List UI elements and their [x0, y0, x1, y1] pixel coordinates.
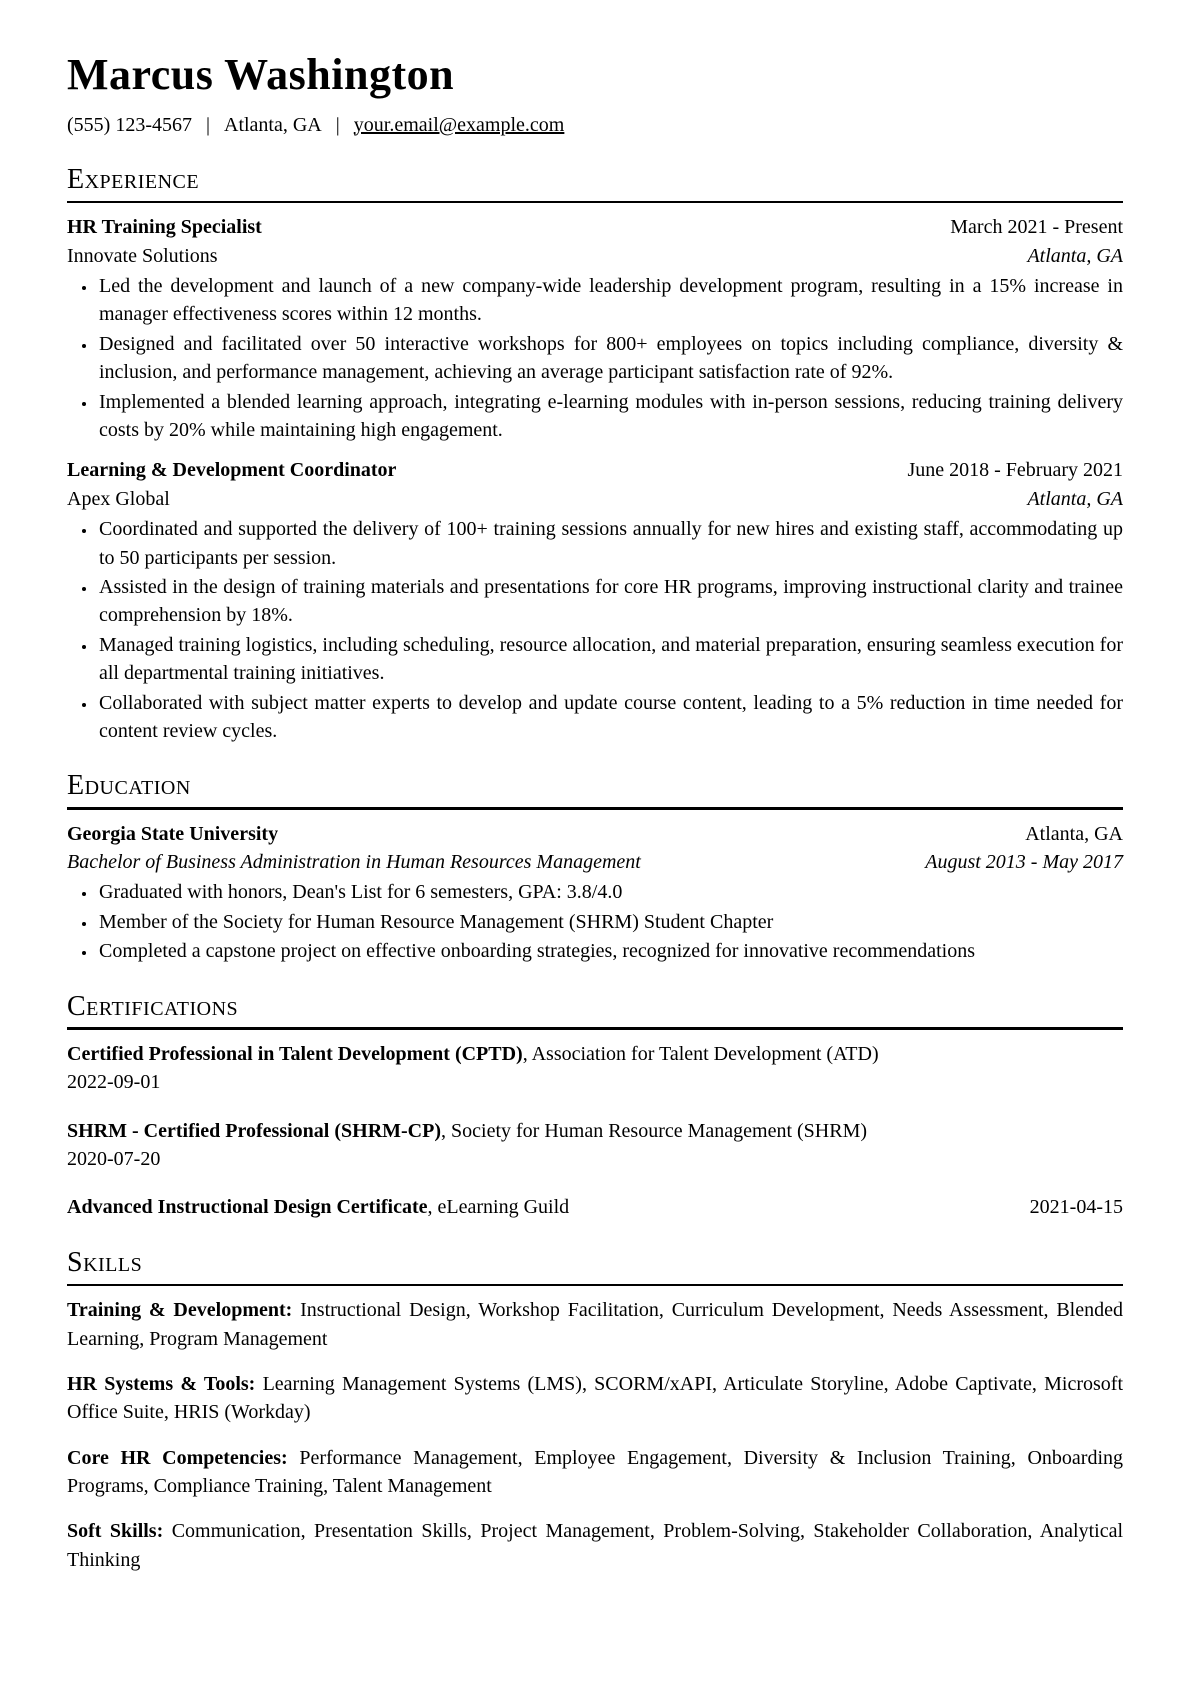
degree: Bachelor of Business Administration in Human Resources Management: [67, 851, 641, 873]
certification-entry: [67, 1040, 1123, 1097]
section-education: [67, 771, 1123, 965]
education-entry: [67, 820, 1123, 966]
skill-category: [67, 1517, 1123, 1574]
certification-date: 2021-04-15: [1029, 1196, 1123, 1219]
certification-name: Certified Professional in Talent Development (CPTD): [67, 1042, 523, 1065]
job-entry: [67, 213, 1123, 444]
job-dates: March 2021 - Present: [950, 216, 1123, 239]
skill-category: [67, 1370, 1123, 1427]
skill-category-items: Instructional Design, Workshop Facilitation, Curriculum Development, Needs Assessment, Blended Learning, Program Management: [67, 1299, 1123, 1350]
skill-category-label: Core HR Competencies:: [67, 1446, 288, 1469]
section-certifications: [67, 992, 1123, 1222]
bullet-item: • Completed a capstone project on effective onboarding strategies, recognized for innovative recommendations: [97, 937, 1123, 965]
certification-name: SHRM - Certified Professional (SHRM-CP): [67, 1119, 442, 1142]
certification-entry: [67, 1193, 1123, 1221]
section-title-education: Education: [67, 770, 191, 802]
email-link[interactable]: your.email@example.com: [353, 113, 565, 136]
contact-location: Atlanta, GA: [224, 113, 322, 136]
bullet-item: • Led the development and launch of a new company-wide leadership development program, resulting in a 15% increase in manager effectiveness scores within 12 months.: [97, 272, 1123, 329]
job-title: Learning & Development Coordinator: [67, 459, 397, 482]
section-title-certifications: Certifications: [67, 990, 239, 1022]
skill-category-label: Soft Skills:: [67, 1520, 164, 1543]
job-title: HR Training Specialist: [67, 216, 262, 239]
bullet-item: • Managed training logistics, including scheduling, resource allocation, and material preparation, ensuring seamless execution for all departmental training initiatives.: [97, 631, 1123, 688]
job-location: Atlanta, GA: [1027, 244, 1123, 267]
bullet-item: • Collaborated with subject matter experts to develop and update course content, leading to a 5% reduction in time needed for content review cycles.: [97, 689, 1123, 746]
school-name: Georgia State University: [67, 822, 279, 845]
bullet-item: • Coordinated and supported the delivery of 100+ training sessions annually for new hires and existing staff, accommodating up to 50 participants per session.: [97, 515, 1123, 572]
school-location: Atlanta, GA: [1025, 822, 1123, 845]
contact-line: [67, 111, 1123, 139]
job-dates: June 2018 - February 2021: [907, 459, 1123, 482]
job-bullet-list: [67, 515, 1123, 745]
skill-category-label: HR Systems & Tools:: [67, 1372, 256, 1395]
section-experience: [67, 165, 1123, 745]
bullet-item: • Member of the Society for Human Resource Management (SHRM) Student Chapter: [97, 908, 1123, 936]
skill-category: [67, 1296, 1123, 1353]
section-rule: [67, 201, 1123, 204]
separator-pipe: |: [205, 113, 210, 136]
job-company: Apex Global: [67, 487, 170, 510]
certification-date: 2022-09-01: [67, 1071, 161, 1094]
skill-category-items: Performance Management, Employee Engagement, Diversity & Inclusion Training, Onboarding Programs, Compliance Training, Talent Management: [67, 1446, 1123, 1498]
certification-issuer: , eLearning Guild: [427, 1196, 570, 1219]
section-title-skills: Skills: [67, 1246, 143, 1278]
separator-pipe: |: [335, 113, 340, 136]
certification-issuer: , Association for Talent Development (ATD): [522, 1042, 879, 1065]
section-rule: [67, 1284, 1123, 1287]
section-rule: [67, 807, 1123, 810]
section-skills: [67, 1248, 1123, 1574]
education-bullet-list: [67, 878, 1123, 965]
bullet-item: • Designed and facilitated over 50 interactive workshops for 800+ employees on topics including compliance, diversity & inclusion, and performance management, achieving an average participant satisfaction rate of 92%.: [97, 330, 1123, 387]
certification-name: Advanced Instructional Design Certificate: [67, 1196, 428, 1219]
job-company: Innovate Solutions: [67, 244, 218, 267]
skill-category-items: Learning Management Systems (LMS), SCORM/xAPI, Articulate Storyline, Adobe Captivate, Microsoft Office Suite, HRIS (Workday): [67, 1372, 1123, 1424]
section-title-experience: Experience: [67, 163, 200, 195]
certification-date: 2020-07-20: [67, 1148, 161, 1171]
bullet-item: • Graduated with honors, Dean's List for 6 semesters, GPA: 3.8/4.0: [97, 878, 1123, 906]
job-bullet-list: [67, 272, 1123, 444]
bullet-item: • Assisted in the design of training materials and presentations for core HR programs, improving instructional clarity and trainee comprehension by 18%.: [97, 573, 1123, 630]
page-title: Marcus Washington: [67, 50, 455, 99]
skill-category: [67, 1444, 1123, 1501]
certification-entry: [67, 1117, 1123, 1174]
job-location: Atlanta, GA: [1027, 487, 1123, 510]
school-dates: August 2013 - May 2017: [925, 851, 1123, 873]
job-entry: [67, 456, 1123, 745]
skill-category-label: Training & Development:: [67, 1299, 293, 1322]
phone-number: (555) 123-4567: [67, 113, 192, 136]
bullet-item: • Implemented a blended learning approach, integrating e-learning modules with in-person sessions, reducing training delivery costs by 20% while maintaining high engagement.: [97, 388, 1123, 445]
section-rule: [67, 1027, 1123, 1030]
certification-issuer: , Society for Human Resource Management (SHRM): [441, 1119, 868, 1142]
skill-category-items: Communication, Presentation Skills, Project Management, Problem-Solving, Stakeholder Collaboration, Analytical Thinking: [67, 1520, 1124, 1571]
